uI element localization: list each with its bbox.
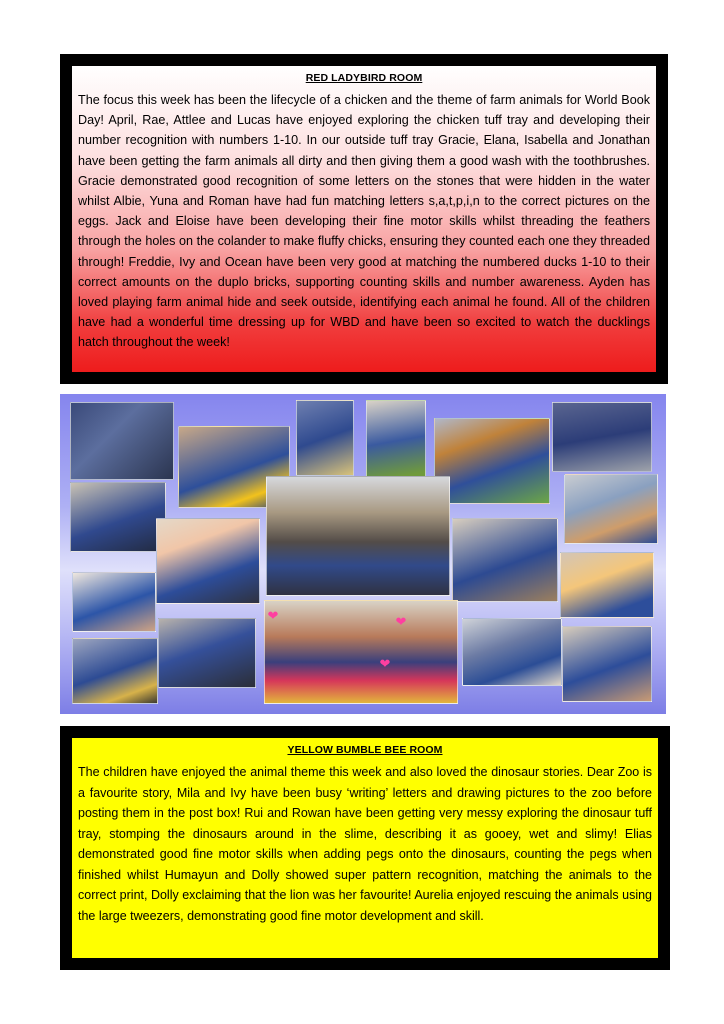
red-ladybird-room-panel	[60, 54, 668, 384]
collage-photo	[70, 482, 166, 552]
photo-collage	[60, 394, 666, 714]
collage-photo	[560, 552, 654, 618]
collage-photo	[462, 618, 562, 686]
yellow-bumble-bee-room-text: The children have enjoyed the animal theme this week and also loved the dinosaur stories. Dear Zoo is a favourite story, Mila and Ivy have been busy ‘writing’ letters and drawing pictures to the zoo before posting them in the post box! Rui and Rowan have been getting very messy exploring the dinosaur tuff tray, stomping the dinosaurs around in the slime, describing it as gooey, wet and slimy! Elias demonstrated good fine motor skills when adding pegs onto the dinosaurs, counting the pegs when finished whilst Humayun and Dolly showed super pattern recognition, matching the animals to the correct print, Dolly exclaiming that the lion was her favourite! Aurelia enjoyed rescuing the animals using the large tweezers, demonstrating good fine motor development and skill.	[78, 765, 652, 923]
collage-photo	[158, 618, 256, 688]
collage-photo	[296, 400, 354, 476]
collage-photo	[156, 518, 260, 604]
heart-icon: ❤	[379, 656, 391, 671]
collage-photo	[562, 626, 652, 702]
collage-photo	[366, 400, 426, 482]
yellow-bumble-bee-room-panel	[60, 726, 670, 970]
collage-photo	[452, 518, 558, 602]
yellow-bumble-bee-room-content	[72, 738, 658, 958]
collage-photo	[564, 474, 658, 544]
collage-photo	[264, 600, 458, 704]
collage-photo	[72, 572, 156, 632]
heart-icon: ❤	[395, 614, 407, 629]
red-ladybird-room-title: RED LADYBIRD ROOM	[305, 72, 423, 84]
collage-photo	[434, 418, 550, 504]
red-ladybird-room-content	[72, 66, 656, 372]
collage-photo	[72, 638, 158, 704]
collage-photo	[552, 402, 652, 472]
red-ladybird-room-text: The focus this week has been the lifecycle of a chicken and the theme of farm animals for World Book Day! April, Rae, Attlee and Lucas have enjoyed exploring the chicken tuff tray and developing their number recognition with numbers 1-10. In our outside tuff tray Gracie, Elana, Isabella and Jonathan have been getting the farm animals all dirty and then giving them a good wash with the toothbrushes. Gracie demonstrated good recognition of some letters on the stones that were hidden in the water whilst Albie, Yuna and Roman have had fun matching letters s,a,t,p,i,n to the correct pictures on the eggs. Jack and Eloise have been developing their fine motor skills whilst threading the feathers through the holes on the colander to make fluffy chicks, ensuring they counted each one they threaded through! Freddie, Ivy and Ocean have been very good at matching the numbered ducks 1-10 to their correct amounts on the duplo bricks, supporting counting skills and number awareness. Ayden has loved playing farm animal hide and seek outside, identifying each animal he found. All of the children have had a wonderful time dressing up for WBD and have been so excited to watch the ducklings hatch throughout the week!	[78, 93, 650, 350]
yellow-bumble-bee-room-title: YELLOW BUMBLE BEE ROOM	[287, 744, 443, 756]
collage-photo	[70, 402, 174, 480]
heart-icon: ❤	[267, 608, 279, 623]
collage-photo	[266, 476, 450, 596]
